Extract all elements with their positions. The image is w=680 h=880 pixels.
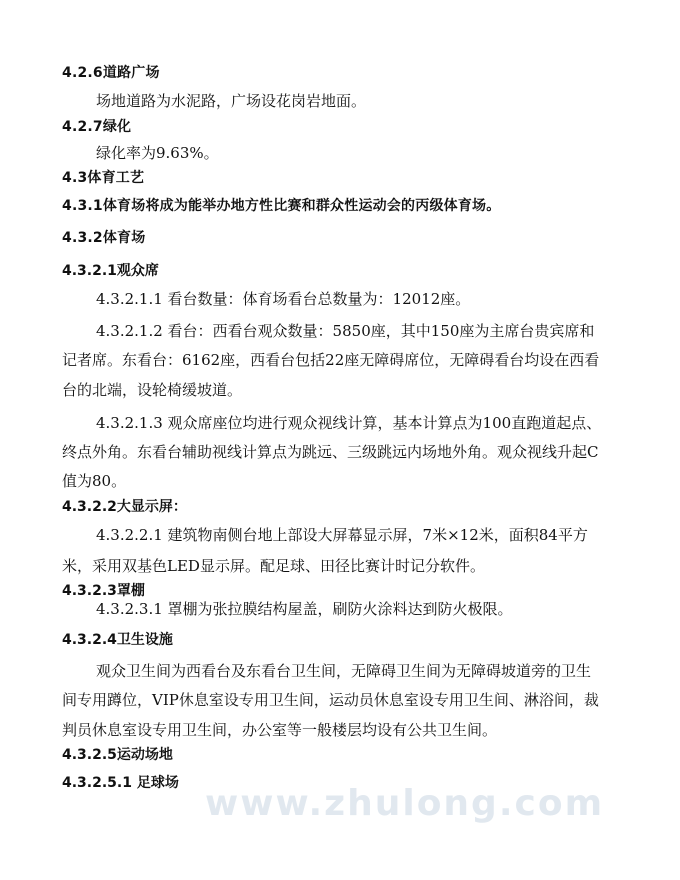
watermark: www.zhulong.com bbox=[205, 783, 605, 824]
heading-4-3-2-1: 4.3.2.1观众席 bbox=[62, 263, 159, 279]
paragraph-roads: 场地道路为水泥路，广场设花岗岩地面。 bbox=[96, 92, 367, 110]
paragraph-stands-line3: 台的北端，设轮椅缓坡道。 bbox=[62, 381, 243, 399]
heading-4-3-2-5-1: 4.3.2.5.1 足球场 bbox=[62, 775, 179, 791]
paragraph-screen-line2: 米，采用双基色LED显示屏。配足球、田径比赛计时记分软件。 bbox=[62, 557, 485, 575]
heading-4-2-6: 4.2.6道路广场 bbox=[62, 65, 160, 81]
paragraph-stands-line2: 记者席。东看台：6162座，西看台包括22座无障碍席位，无障碍看台均设在西看 bbox=[62, 351, 600, 369]
paragraph-sightline-line3: 值为80。 bbox=[62, 472, 127, 490]
paragraph-screen-line1: 4.3.2.2.1 建筑物南侧台地上部设大屏幕显示屏，7米×12米，面积84平方 bbox=[96, 526, 588, 544]
paragraph-toilets-line2: 间专用蹲位，VIP休息室设专用卫生间，运动员休息室设专用卫生间、淋浴间，裁 bbox=[62, 691, 599, 709]
heading-4-3-1: 4.3.1体育场将成为能举办地方性比赛和群众性运动会的丙级体育场。 bbox=[62, 198, 501, 214]
heading-4-3: 4.3体育工艺 bbox=[62, 170, 145, 186]
heading-4-3-2-5: 4.3.2.5运动场地 bbox=[62, 747, 173, 763]
heading-4-3-2-4: 4.3.2.4卫生设施 bbox=[62, 632, 173, 648]
heading-4-2-7: 4.2.7绿化 bbox=[62, 119, 132, 135]
paragraph-toilets-line3: 判员休息室设专用卫生间，办公室等一般楼层均设有公共卫生间。 bbox=[62, 721, 498, 739]
paragraph-sightline-line1: 4.3.2.1.3 观众席座位均进行观众视线计算，基本计算点为100直跑道起点、 bbox=[96, 414, 602, 432]
paragraph-toilets-line1: 观众卫生间为西看台及东看台卫生间，无障碍卫生间为无障碍坡道旁的卫生 bbox=[96, 662, 592, 680]
paragraph-greening: 绿化率为9.63%。 bbox=[96, 144, 219, 162]
paragraph-stands-line1: 4.3.2.1.2 看台：西看台观众数量：5850座，其中150座为主席台贵宾席和 bbox=[96, 322, 595, 340]
heading-4-3-2-3: 4.3.2.3罩棚 bbox=[62, 583, 145, 599]
paragraph-stand-count: 4.3.2.1.1 看台数量：体育场看台总数量为：12012座。 bbox=[96, 290, 471, 308]
paragraph-sightline-line2: 终点外角。东看台辅助视线计算点为跳远、三级跳远内场地外角。观众视线升起C bbox=[62, 443, 599, 461]
heading-4-3-2: 4.3.2体育场 bbox=[62, 230, 146, 246]
paragraph-canopy: 4.3.2.3.1 罩棚为张拉膜结构屋盖，刷防火涂料达到防火极限。 bbox=[96, 600, 513, 618]
heading-4-3-2-2: 4.3.2.2大显示屏： bbox=[62, 499, 187, 515]
